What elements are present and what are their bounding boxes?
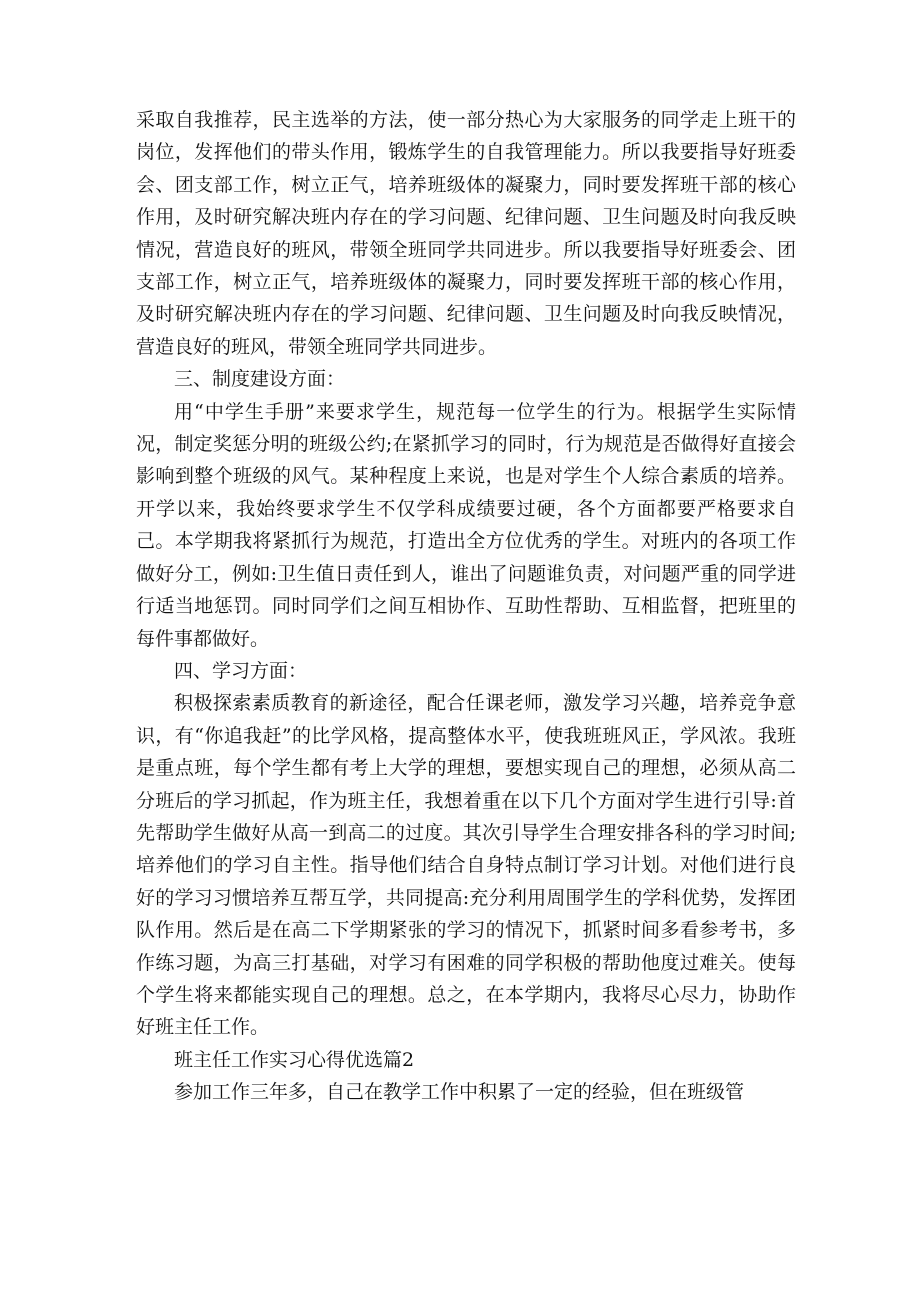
- section-heading-system-building: 三、制度建设方面：: [174, 368, 346, 391]
- paragraph-system-building: 用“中学生手册”来要求学生，规范每一位学生的行为。根据学生实际情况，制定奖惩分明的班级公约;在紧抓学习的同时，行为规范是否做得好直接会影响到整个班级的风气。某种程度上来说，也是对学生个人综合素质的培养。开学以来，我始终要求学生不仅学科成绩要过硬，各个方面都要严格要求自己。本学期我将紧抓行为规范，打造出全方位优秀的学生。对班内的各项工作做好分工，例如:卫生值日责任到人，谁出了问题谁负责，对问题严重的同学进行适当地惩罚。同时同学们之间互相协作、互助性帮助、互相监督，把班里的每件事都做好。: [136, 400, 796, 650]
- paragraph-study: 积极探索素质教育的新途径，配合任课老师，激发学习兴趣，培养竞争意识，有“你追我赶”的比学风格，提高整体水平，使我班班风正，学风浓。我班是重点班，每个学生都有考上大学的理想，要想实现自己的理想，必须从高二分班后的学习抓起，作为班主任，我想着重在以下几个方面对学生进行引导:首先帮助学生做好从高一到高二的过度。其次引导学生合理安排各科的学习时间;培养他们的学习自主性。指导他们结合自身特点制订学习计划。对他们进行良好的学习习惯培养互帮互学，共同提高:充分利用周围学生的学科优势，发挥团队作用。然后是在高二下学期紧张的学习的情况下，抓紧时间多看参考书，多作练习题，为高三打基础，对学习有困难的同学积极的帮助他度过难关。使每个学生将来都能实现自己的理想。总之，在本学期内，我将尽心尽力，协助作好班主任工作。: [136, 692, 796, 1039]
- document-body: [136, 104, 796, 1109]
- paragraph-part-2-intro: 参加工作三年多，自己在教学工作中积累了一定的经验，但在班级管: [174, 1081, 745, 1104]
- article-heading-part-2: 班主任工作实习心得优选篇2: [174, 1048, 415, 1071]
- paragraph-class-cadre: 采取自我推荐，民主选举的方法，使一部分热心为大家服务的同学走上班干的岗位，发挥他们的带头作用，锻炼学生的自我管理能力。所以我要指导好班委会、团支部工作，树立正气，培养班级体的凝聚力，同时要发挥班干部的核心作用，及时研究解决班内存在的学习问题、纪律问题、卫生问题及时向我反映情况，营造良好的班风，带领全班同学共同进步。所以我要指导好班委会、团支部工作，树立正气，培养班级体的凝聚力，同时要发挥班干部的核心作用，及时研究解决班内存在的学习问题、纪律问题、卫生问题及时向我反映情况，营造良好的班风，带领全班同学共同进步。: [136, 109, 796, 358]
- section-heading-study: 四、学习方面：: [174, 659, 308, 682]
